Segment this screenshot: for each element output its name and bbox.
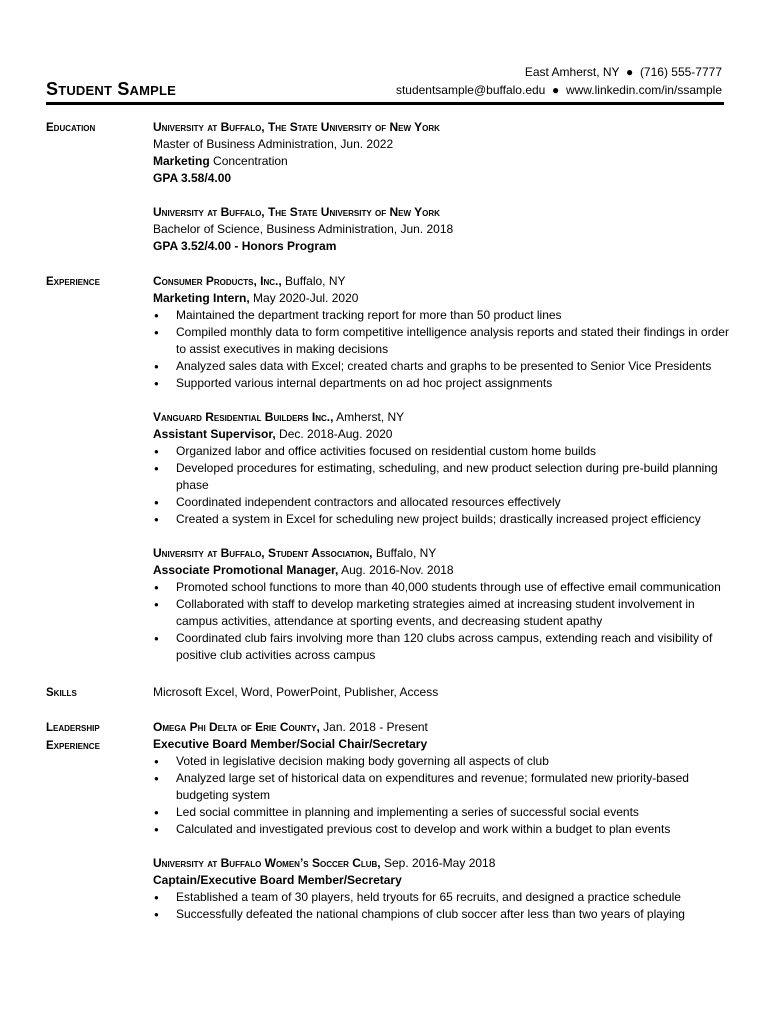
bullet-item: ● Voted in legislative decision making body governing all aspects of club [153, 753, 738, 770]
job-dates: May 2020-Jul. 2020 [249, 291, 359, 305]
role-dates: Sep. 2016-May 2018 [380, 856, 496, 870]
label-line: Experience [46, 740, 100, 752]
section-label-skills: Skills [46, 687, 77, 699]
job-title-line [153, 290, 738, 307]
section-label-experience: Experience [46, 276, 100, 288]
bullet-item: ● Successfully defeated the national champions of club soccer after less than two years of playing [153, 906, 738, 923]
degree: Master of Business Administration, Jun. 2022 [153, 137, 394, 151]
job-header [153, 273, 738, 290]
bullet-item: ● Coordinated club fairs involving more than 120 clubs across campus, extending reach and visibility of positive club activities across campus [153, 630, 738, 664]
bullet-item: ● Developed procedures for estimating, scheduling, and new product selection during pre-build planning phase [153, 460, 738, 494]
organization: University at Buffalo Women’s Soccer Club, [153, 856, 381, 870]
experience-section [153, 273, 738, 664]
role-title: Executive Board Member/Social Chair/Secretary [153, 737, 428, 751]
bullet-item: ● Created a system in Excel for scheduling new project builds; drastically increased project efficiency [153, 511, 738, 528]
contact-line-location-phone [525, 65, 722, 79]
employer: Vanguard Residential Builders Inc., [153, 410, 334, 424]
job-title: Associate Promotional Manager, [153, 563, 339, 577]
degree: Bachelor of Science, Business Administration, Jun. 2018 [153, 222, 454, 236]
bullet-item: ● Established a team of 30 players, held tryouts for 65 recruits, and designed a practice schedule [153, 889, 738, 906]
candidate-name: Student Sample [46, 79, 177, 99]
skills-section [153, 684, 738, 701]
bullet-item: ● Calculated and investigated previous cost to develop and work within a budget to plan events [153, 821, 738, 838]
job-title: Marketing Intern, [153, 291, 250, 305]
contact-line-email-web [396, 83, 722, 97]
bullet-item: ● Supported various internal departments on ad hoc project assignments [153, 375, 738, 392]
bullet-item: ● Organized labor and office activities focused on residential custom home builds [153, 443, 738, 460]
bullet-item: ● Coordinated independent contractors and allocated resources effectively [153, 494, 738, 511]
role-bullets [153, 753, 738, 838]
job-location: Buffalo, NY [281, 274, 346, 288]
gpa: GPA 3.52/4.00 - Honors Program [153, 239, 337, 253]
location: East Amherst, NY [524, 65, 620, 79]
skills-list: Microsoft Excel, Word, PowerPoint, Publisher, Access [153, 685, 439, 699]
role-header [153, 719, 738, 736]
email-link[interactable]: studentsample@buffalo.edu [395, 83, 546, 97]
bullet-item: ● Maintained the department tracking report for more than 50 product lines [153, 307, 738, 324]
job-header [153, 409, 738, 426]
concentration-field: Marketing [153, 154, 210, 168]
job-dates: Dec. 2018-Aug. 2020 [275, 427, 393, 441]
bullet-item: ● Led social committee in planning and implementing a series of successful social events [153, 804, 738, 821]
gpa: GPA 3.58/4.00 [153, 171, 232, 185]
separator-dot: ● [626, 65, 634, 79]
employer: University at Buffalo, Student Association, [153, 546, 373, 560]
job-title-line [153, 426, 738, 443]
concentration [153, 153, 738, 170]
job-title-line [153, 562, 738, 579]
header-rule [46, 102, 724, 105]
role-bullets [153, 889, 738, 923]
school-name: University at Buffalo, The State University of New York [153, 120, 440, 134]
job-header [153, 545, 738, 562]
phone: (716) 555-7777 [639, 65, 722, 79]
separator-dot: ● [552, 83, 560, 97]
bullet-item: ● Compiled monthly data to form competitive intelligence analysis reports and stated their findings in order to assist executives in making decisions [153, 324, 738, 358]
role-title: Captain/Executive Board Member/Secretary [153, 873, 402, 887]
section-label-leadership [46, 719, 100, 755]
role-header [153, 855, 738, 872]
education-section [153, 119, 738, 255]
organization: Omega Phi Delta of Erie County, [153, 720, 320, 734]
job-bullets [153, 443, 738, 528]
label-line: Leadership [46, 722, 100, 734]
employer: Consumer Products, Inc., [153, 274, 282, 288]
bullet-item: ● Collaborated with staff to develop marketing strategies aimed at increasing student involvement in campus activities, attendance at sporting events, and decreasing student apathy [153, 596, 738, 630]
leadership-section [153, 719, 738, 923]
section-label-education: Education [46, 122, 96, 134]
job-dates: Aug. 2016-Nov. 2018 [338, 563, 454, 577]
job-title: Assistant Supervisor, [153, 427, 276, 441]
job-bullets [153, 307, 738, 392]
job-location: Amherst, NY [333, 410, 405, 424]
job-location: Buffalo, NY [372, 546, 437, 560]
bullet-item: ● Analyzed large set of historical data on expenditures and revenue; formulated new priority-based budgeting system [153, 770, 738, 804]
concentration-suffix: Concentration [209, 154, 288, 168]
bullet-item: ● Promoted school functions to more than 40,000 students through use of effective email communication [153, 579, 738, 596]
role-dates: Jan. 2018 - Present [319, 720, 428, 734]
school-name: University at Buffalo, The State University of New York [153, 205, 440, 219]
linkedin-link[interactable]: www.linkedin.com/in/ssample [565, 83, 722, 97]
job-bullets [153, 579, 738, 664]
bullet-item: ● Analyzed sales data with Excel; created charts and graphs to be presented to Senior Vice Presidents [153, 358, 738, 375]
